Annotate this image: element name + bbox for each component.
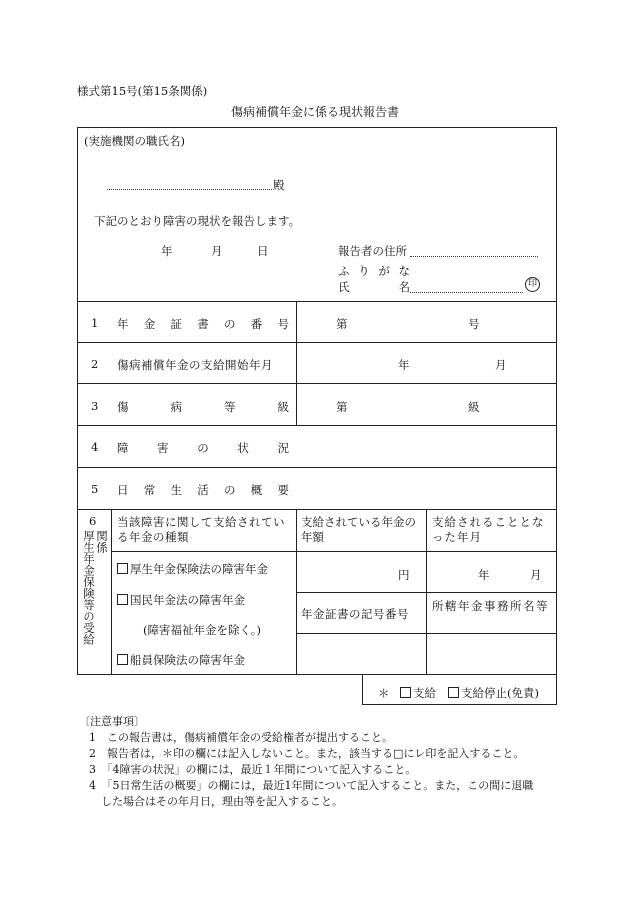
agency-name-field[interactable] xyxy=(107,176,272,190)
checkbox[interactable] xyxy=(117,563,128,574)
sec6-row-divider xyxy=(111,551,557,552)
note-item: 3 「4障害の状況」の欄には，最近１年間について記入すること。 xyxy=(89,763,417,776)
checkbox[interactable] xyxy=(400,687,411,698)
note-item: 4 「5日常生活の概要」の欄には，最近1年間について記入すること。また，この間に退職 xyxy=(89,779,534,792)
sec6-head-amount: 支給されている年金の年額 xyxy=(301,515,416,544)
report-statement: 下記のとおり障害の現状を報告します。 xyxy=(94,214,301,228)
cert-symbol-label: 年金証書の記号番号 xyxy=(301,607,409,621)
col-divider xyxy=(296,301,297,425)
payment-option[interactable]: 支給 xyxy=(400,685,436,701)
row-divider xyxy=(77,509,557,510)
yen-label: 円 xyxy=(398,568,410,582)
row5-num: 5 xyxy=(91,482,99,496)
date-year-label: 年 xyxy=(161,244,173,258)
row2-label: 傷病補償年金の支給開始年月 xyxy=(117,358,273,372)
sec6-row-divider xyxy=(296,633,557,634)
date-month-label: 月 xyxy=(211,244,223,258)
checkbox[interactable] xyxy=(117,654,128,665)
row1-value-go: 号 xyxy=(468,317,480,331)
checkbox[interactable] xyxy=(448,687,459,698)
address-label: 報告者の住所 xyxy=(338,244,407,258)
dono-label: 殿 xyxy=(273,178,285,192)
row-divider xyxy=(77,301,557,302)
checkbox[interactable] xyxy=(117,594,128,605)
note-item: 2 報告者は，＊印の欄には記入しないこと。また，該当する□にレ印を記入すること。 xyxy=(89,747,525,760)
row2-num: 2 xyxy=(91,357,99,371)
name-label: 氏 名 xyxy=(338,280,410,294)
sec6-title-col2: 厚生年金保険等の受給 xyxy=(82,530,96,645)
row1-num: 1 xyxy=(91,316,99,330)
form-number: 様式第15号(第15条関係) xyxy=(77,84,208,98)
address-field[interactable] xyxy=(410,243,538,257)
row5-label: 日 常 生 活 の 概 要 xyxy=(117,483,289,497)
sec6-head-date: 支給されることとなった年月 xyxy=(432,515,545,544)
row-divider xyxy=(77,425,557,426)
option-kokumin-note: (障害福祉年金を除く。) xyxy=(143,623,261,637)
sec6-row-divider xyxy=(296,592,557,593)
option-kokumin[interactable]: 国民年金法の障害年金 xyxy=(117,592,245,608)
gatsu-label: 月 xyxy=(530,568,542,582)
option-kosei[interactable]: 厚生年金保険法の障害年金 xyxy=(117,561,268,577)
star-mark: ＊ xyxy=(378,686,390,700)
row2-value-year: 年 xyxy=(398,358,410,372)
sec6-title-col1: 関係 xyxy=(95,530,109,553)
furigana-label: ふ り が な xyxy=(338,264,410,278)
note-continuation: した場合はその年月日，理由等を記入すること。 xyxy=(101,795,343,808)
row2-value-month: 月 xyxy=(495,358,507,372)
payment-stop-option[interactable]: 支給停止(免責) xyxy=(448,685,539,701)
name-field[interactable] xyxy=(410,279,523,293)
seal-mark: 印 xyxy=(525,277,540,292)
office-label: 所轄年金事務所名等 xyxy=(432,599,549,613)
row4-num: 4 xyxy=(91,440,99,454)
form-title: 傷病補償年金に係る現状報告書 xyxy=(230,105,399,119)
row3-num: 3 xyxy=(91,399,99,413)
row3-value-kyu: 級 xyxy=(468,400,480,414)
row4-label: 障 害 の 状 況 xyxy=(117,441,289,455)
row-divider xyxy=(77,342,557,343)
row3-label: 傷 病 等 級 xyxy=(117,400,289,414)
agency-label: (実施機関の職氏名) xyxy=(84,134,185,148)
date-day-label: 日 xyxy=(257,244,269,258)
sec6-head-type: 当該障害に関して支給されている年金の種類 xyxy=(117,515,285,544)
note-item: 1 この報告書は，傷病補償年金の受給権者が提出すること。 xyxy=(89,731,393,744)
option-senin[interactable]: 船員保険法の障害年金 xyxy=(117,652,245,668)
notes-heading: 〔注意事項〕 xyxy=(79,715,145,728)
row-divider xyxy=(77,383,557,384)
row1-label: 年 金 証 書 の 番 号 xyxy=(117,317,289,331)
sec6-col-divider xyxy=(111,509,112,675)
nen-label: 年 xyxy=(478,568,490,582)
row3-value-dai: 第 xyxy=(336,400,348,414)
row1-value-dai: 第 xyxy=(336,317,348,331)
sec6-num: 6 xyxy=(89,514,97,528)
row-divider xyxy=(77,467,557,468)
